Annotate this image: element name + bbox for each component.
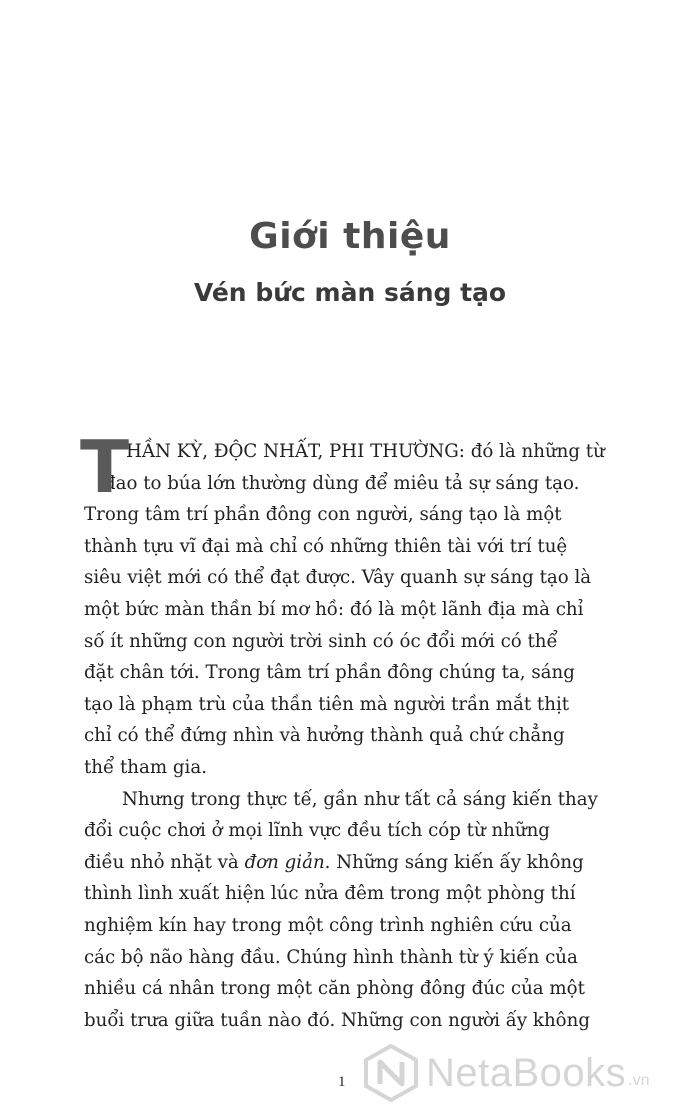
text-line: nhiều cá nhân trong một căn phòng đông đúc của một bbox=[84, 978, 585, 1000]
text-line: Trong tâm trí phần đông con người, sáng tạo là một bbox=[84, 504, 562, 526]
netabooks-logo-icon bbox=[362, 1044, 420, 1102]
watermark bbox=[362, 1044, 650, 1102]
text-line: chỉ có thể đứng nhìn và hưởng thành quả chứ chẳng bbox=[84, 725, 565, 747]
watermark-suffix: .vn bbox=[628, 1072, 650, 1089]
body-text bbox=[80, 425, 626, 1036]
paragraph-1 bbox=[80, 425, 626, 784]
text-line: số ít những con người trời sinh có óc đổi mới có thể bbox=[84, 630, 558, 652]
paragraph-2 bbox=[84, 784, 626, 1037]
page-number: 1 bbox=[338, 1074, 346, 1090]
watermark-brand: NetaBooks bbox=[426, 1050, 627, 1095]
text-line: Nhưng trong thực tế, gần như tất cả sáng kiến thay bbox=[122, 788, 598, 810]
text-line: tạo là phạm trù của thần tiên mà người trần mắt thịt bbox=[84, 693, 570, 715]
text-line: một bức màn thần bí mơ hồ: đó là một lãnh địa mà chỉ bbox=[84, 598, 584, 620]
chapter-title: Giới thiệu bbox=[249, 216, 451, 257]
text-line: siêu việt mới có thể đạt được. Vây quanh sự sáng tạo là bbox=[84, 567, 592, 589]
text-line: đổi cuộc chơi ở mọi lĩnh vực đều tích cóp từ những bbox=[84, 820, 550, 842]
text-line: đao to búa lớn thường dùng để miêu tả sự sáng tạo. bbox=[104, 472, 580, 494]
emphasis-text: đơn giản bbox=[244, 851, 325, 873]
text-line: nghiệm kín hay trong một công trình nghiên cứu của bbox=[84, 914, 572, 936]
text-line: đặt chân tới. Trong tâm trí phần đông chúng ta, sáng bbox=[84, 662, 575, 684]
text-line bbox=[84, 847, 626, 879]
drop-cap: T bbox=[80, 425, 130, 509]
text-line: buổi trưa giữa tuần nào đó. Những con người ấy không bbox=[84, 1009, 590, 1031]
text-run: . Những sáng kiến ấy không bbox=[324, 851, 584, 873]
text-run: điều nhỏ nhặt và bbox=[84, 851, 245, 873]
text-line: thành tựu vĩ đại mà chỉ có những thiên tài với trí tuệ bbox=[84, 535, 568, 557]
text-line: thể tham gia. bbox=[84, 756, 207, 778]
text-line-content: HẦN KỲ, ĐỘC NHẤT, PHI THƯỜNG: đó là những từ bbox=[126, 441, 605, 462]
chapter-subtitle: Vén bức màn sáng tạo bbox=[193, 278, 507, 307]
text-line: các bộ não hàng đầu. Chúng hình thành từ ý kiến của bbox=[84, 946, 578, 968]
text-line: thình lình xuất hiện lúc nửa đêm trong một phòng thí bbox=[84, 883, 576, 905]
